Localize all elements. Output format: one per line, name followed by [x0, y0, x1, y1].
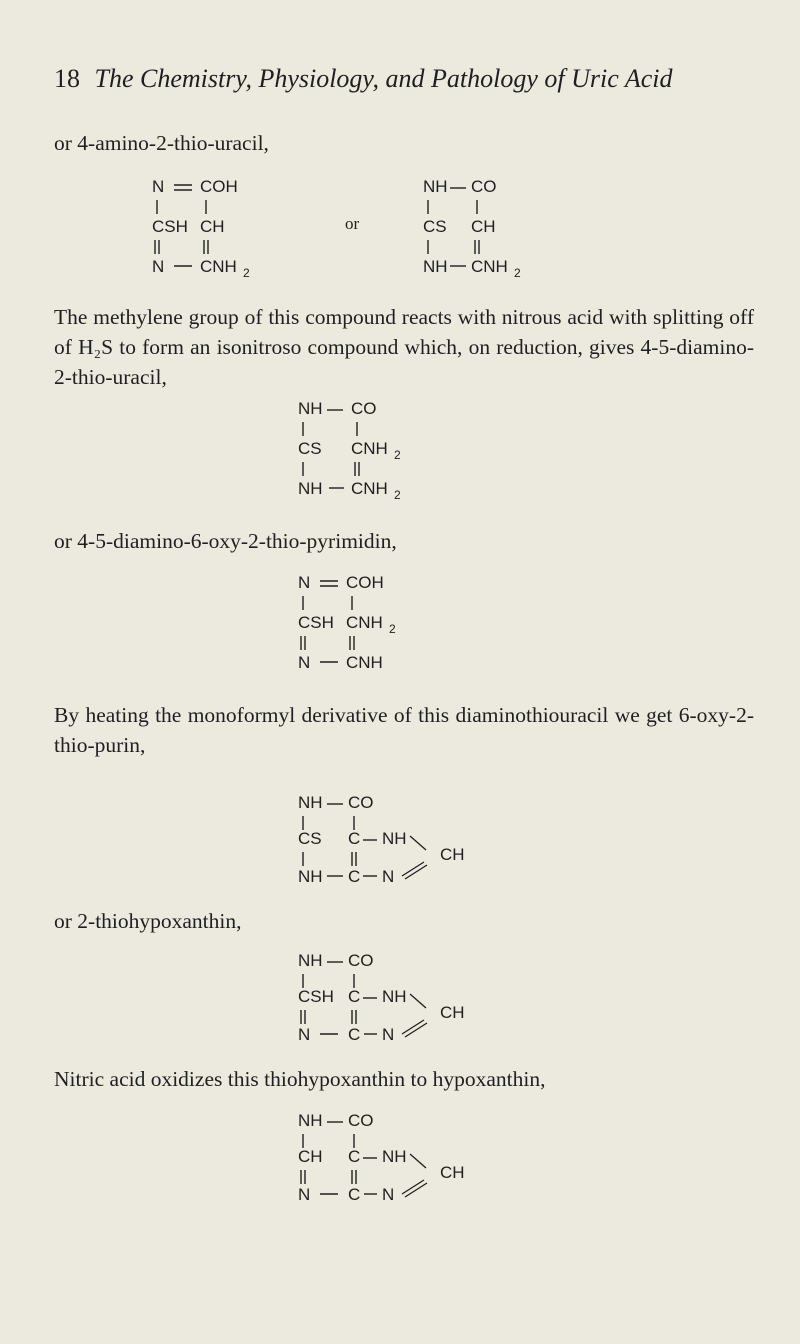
atom: NH — [382, 829, 407, 848]
atom: CH — [298, 1147, 323, 1166]
atom: N — [382, 1185, 395, 1204]
atom: NH — [298, 951, 323, 970]
atom: CH — [440, 845, 465, 864]
atom: NH — [382, 1147, 407, 1166]
or-label: or — [345, 214, 360, 233]
atom: N — [298, 573, 311, 592]
paragraph-2: The methylene group of this compound reacts with nitrous acid with splitting off of H₂S to form an isonitroso compound which, on reduction, gives 4-5-diamino-2-thio-uracil, — [54, 305, 754, 389]
atom: N — [382, 867, 395, 886]
page-number: 18 — [54, 64, 80, 93]
atom: C — [348, 1025, 361, 1044]
double-bond — [402, 1020, 427, 1037]
formula-aminothiouracil-enol — [152, 176, 312, 291]
atom: NH — [298, 399, 323, 418]
formula-thiohypoxanthin — [298, 950, 528, 1065]
running-title: The Chemistry, Physiology, and Pathology of Uric Acid — [94, 64, 673, 93]
atom: N — [298, 653, 311, 672]
atom: CSH — [298, 987, 334, 1006]
atom: CO — [471, 177, 497, 196]
atom: CO — [348, 951, 374, 970]
atom: CNH — [346, 613, 383, 632]
atom: NH — [298, 1111, 323, 1130]
double-bond — [402, 1180, 427, 1197]
subscript: 2 — [243, 266, 250, 280]
atom: CH — [200, 217, 225, 236]
atom: CNH — [351, 439, 388, 458]
atom: C — [348, 867, 361, 886]
paragraph-1: or 4-amino-2-thio-uracil, — [54, 131, 269, 155]
atom: CH — [440, 1163, 465, 1182]
atom: CNH — [351, 479, 388, 498]
atom: COH — [200, 177, 238, 196]
atom: NH — [382, 987, 407, 1006]
formula-diaminothiouracil — [298, 398, 458, 513]
formula-oxythiopurin — [298, 792, 528, 907]
atom: NH — [423, 177, 448, 196]
atom: CS — [423, 217, 447, 236]
bond — [410, 836, 426, 850]
atom: CNH — [471, 257, 508, 276]
subscript: 2 — [394, 488, 401, 502]
atom: CNH — [200, 257, 237, 276]
atom: C — [348, 829, 361, 848]
atom: COH — [346, 573, 384, 592]
atom: C — [348, 987, 361, 1006]
atom: C — [348, 1147, 361, 1166]
bond — [410, 994, 426, 1008]
atom: CH — [440, 1003, 465, 1022]
atom: N — [382, 1025, 395, 1044]
atom: N — [152, 177, 165, 196]
subscript: 2 — [514, 266, 521, 280]
formula-aminothiouracil-keto — [423, 176, 583, 291]
atom: NH — [298, 793, 323, 812]
paragraph-5: or 2-thiohypoxanthin, — [54, 909, 242, 933]
atom: C — [348, 1185, 361, 1204]
paragraph-3: or 4-5-diamino-6-oxy-2-thio-pyrimidin, — [54, 529, 397, 553]
atom: CO — [351, 399, 377, 418]
atom: CSH — [152, 217, 188, 236]
atom: CS — [298, 829, 322, 848]
paragraph-4: By heating the monoformyl derivative of this diaminothiouracil we get 6-oxy-2-thio-purin, — [54, 703, 754, 757]
atom: CO — [348, 793, 374, 812]
double-bond — [402, 862, 427, 879]
atom: N — [152, 257, 165, 276]
subscript: 2 — [394, 448, 401, 462]
atom: N — [298, 1025, 311, 1044]
page-header — [54, 64, 672, 94]
atom: CH — [471, 217, 496, 236]
atom: NH — [423, 257, 448, 276]
atom: NH — [298, 867, 323, 886]
atom: NH — [298, 479, 323, 498]
atom: CSH — [298, 613, 334, 632]
atom: CNH — [346, 653, 383, 672]
formula-diaminooxythiopyrimidin — [298, 572, 458, 687]
atom: CO — [348, 1111, 374, 1130]
atom: CS — [298, 439, 322, 458]
bond — [410, 1154, 426, 1168]
formula-hypoxanthin — [298, 1110, 528, 1225]
paragraph-6: Nitric acid oxidizes this thiohypoxanthin to hypoxanthin, — [54, 1067, 546, 1091]
subscript: 2 — [389, 622, 396, 636]
atom: N — [298, 1185, 311, 1204]
